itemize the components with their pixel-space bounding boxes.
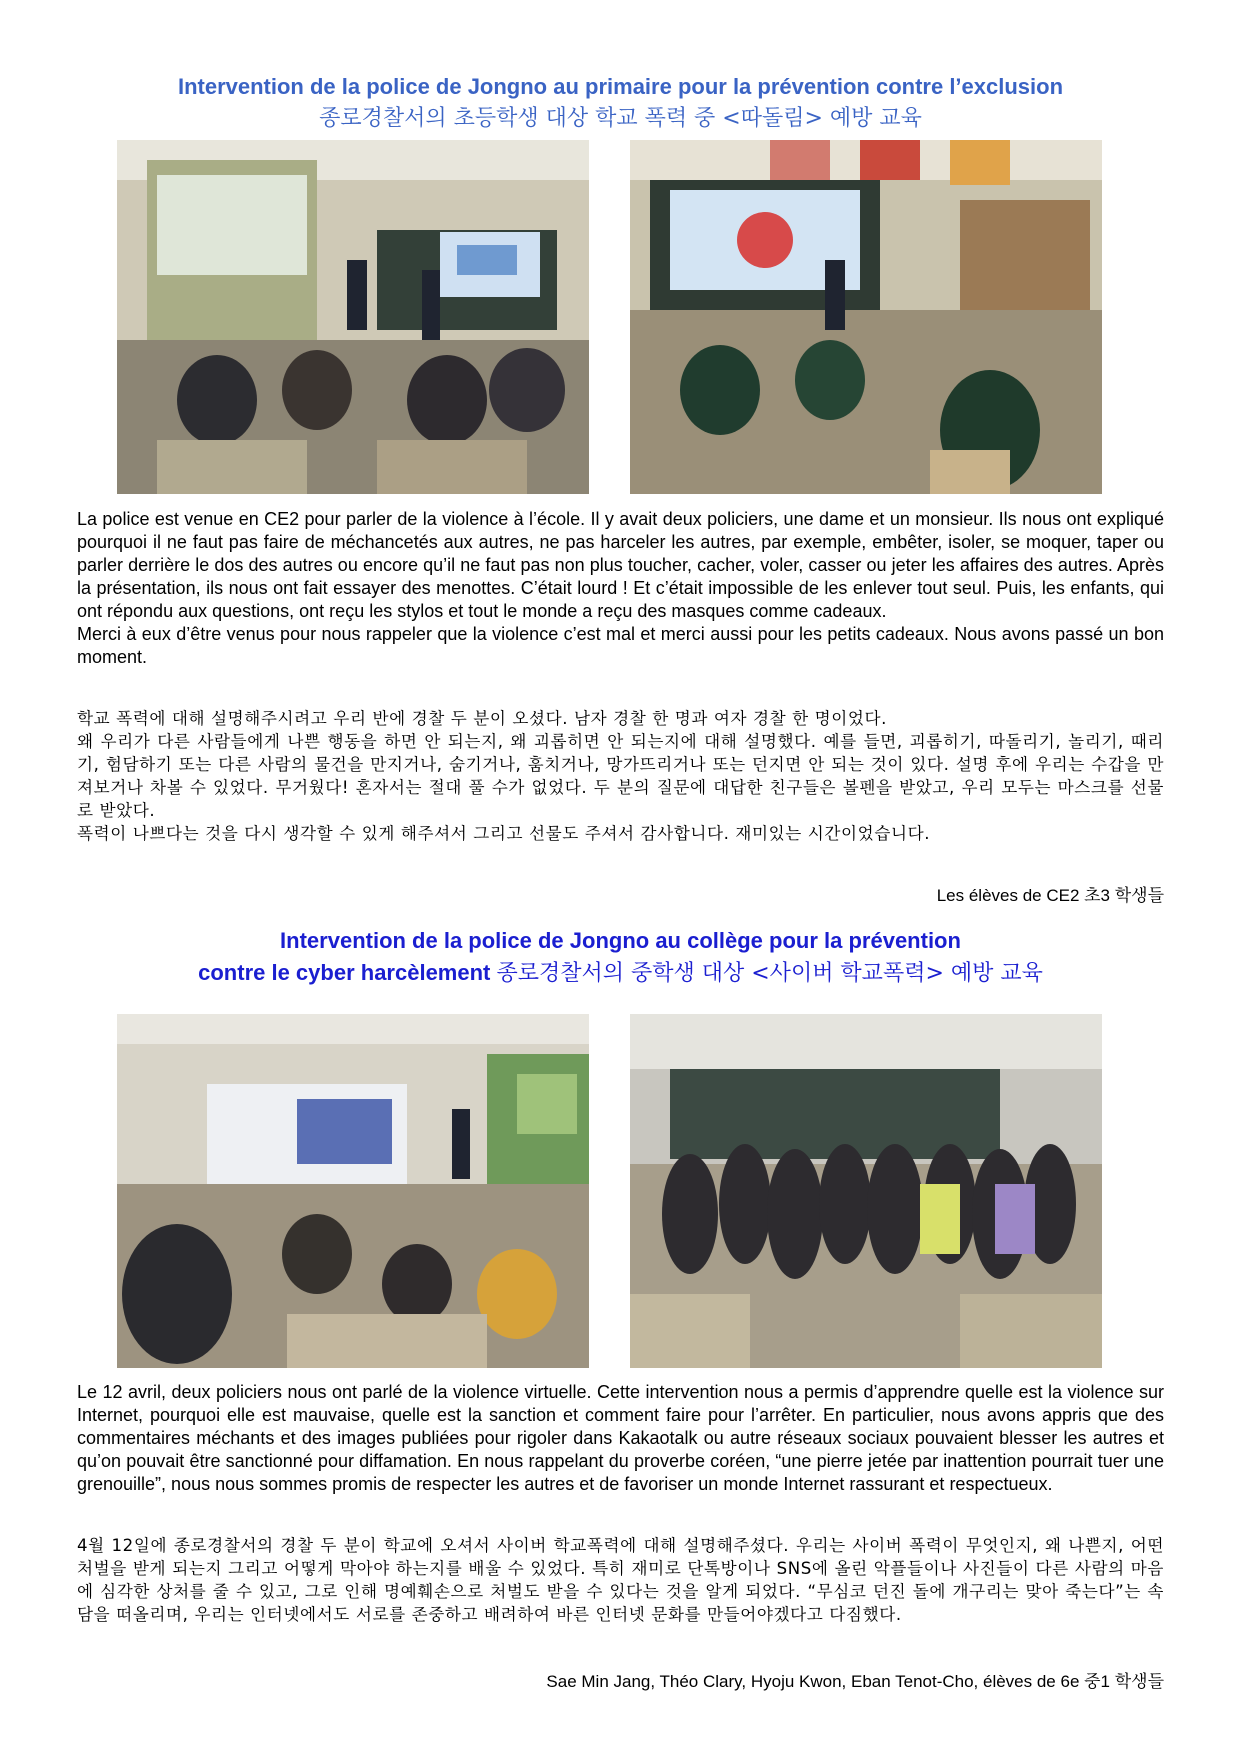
section1-fr-paragraph-1: La police est venue en CE2 pour parler de la violence à l’école. Il y avait deux policiers, une dame et un monsieur. Ils nous ont expliqué pourquoi il ne faut pas faire de méchancetés aux autres, ne pas harceler les autres, par exemple, embêter, isoler, se moquer, taper ou parler derrière le dos des autres ou encore qu’il ne faut pas non plus toucher, cacher, voler, casser ou jeter les affaires des autres. Après la présentation, ils nous ont fait essayer des menottes. C’était lourd ! Et c’était impossible de les enlever tout seul. Puis, les enfants, qui ont répondu aux questions, ont reçu les stylos et tout le monde a reçu des masques comme cadeaux. xyxy=(77,509,1164,621)
section2-signature: Sae Min Jang, Théo Clary, Hyoju Kwon, Eban Tenot-Cho, élèves de 6e 중1 학생들 xyxy=(546,1672,1164,1691)
section1-title-ko: 종로경찰서의 초등학생 대상 학교 폭력 중 <따돌림> 예방 교육 xyxy=(319,106,922,131)
section1-text-ko xyxy=(77,707,1164,845)
photo-primary-classroom-right xyxy=(630,140,1102,494)
photo-middle-school-classroom xyxy=(117,1014,589,1368)
section1-ko-paragraph-1: 학교 폭력에 대해 설명해주시려고 우리 반에 경찰 두 분이 오셨다. 남자 경찰 한 명과 여자 경찰 한 명이었다. xyxy=(77,709,888,728)
section1-signature: Les élèves de CE2 초3 학생들 xyxy=(936,886,1164,905)
photo-middle-school-group xyxy=(630,1014,1102,1368)
section1-text-fr xyxy=(77,508,1164,669)
section2-title-ko: 종로경찰서의 중학생 대상 <사이버 학교폭력> 예방 교육 xyxy=(496,961,1043,986)
section1-title-fr: Intervention de la police de Jongno au primaire pour la prévention contre l’exclusion xyxy=(177,74,1064,99)
section2-text-fr xyxy=(77,1381,1164,1496)
section2-title xyxy=(0,925,1241,990)
section1-fr-paragraph-2: Merci à eux d’être venus pour nous rappeler que la violence c’est mal et merci aussi pour les petits cadeaux. Nous avons passé un bon moment. xyxy=(77,624,1164,667)
section2-fr-paragraph-1: Le 12 avril, deux policiers nous ont parlé de la violence virtuelle. Cette intervention nous a permis d’apprendre quelle est la violence sur Internet, pourquoi elle est mauvaise, quelle est la sanction et comment faire pour l’arrêter. En particulier, nous avons appris que des commentaires méchants et des images publiées pour rigoler dans Kakaotalk ou autre réseaux sociaux pouvaient blesser les autres et qu’on pouvait être sanctionné pour diffamation. En nous rappelant du proverbe coréen, “une pierre jetée par inattention pourrait tuer une grenouille”, nous nous sommes promis de respecter les autres et de favoriser un monde Internet rassurant et respectueux. xyxy=(77,1382,1164,1494)
section1-title xyxy=(0,71,1241,135)
section2-text-ko xyxy=(77,1534,1164,1626)
section1-ko-paragraph-3: 폭력이 나쁘다는 것을 다시 생각할 수 있게 해주셔서 그리고 선물도 주셔서 감사합니다. 재미있는 시간이었습니다. xyxy=(77,824,931,843)
section1-ko-paragraph-2: 왜 우리가 다른 사람들에게 나쁜 행동을 하면 안 되는지, 왜 괴롭히면 안 되는지에 대해 설명했다. 예를 들면, 괴롭히기, 따돌리기, 놀리기, 때리기, 험담하기 또는 다른 사람의 물건을 만지거나, 숨기거나, 훔치거나, 망가뜨리거나 또는 던지면 안 되는 것이 있다. 설명 후에 우리는 수갑을 만져보거나 차볼 수 있었다. 무거웠다! 혼자서는 절대 풀 수가 없었다. 두 분의 질문에 대답한 친구들은 볼펜을 받았고, 우리 모두는 마스크를 선물로 받았다. xyxy=(77,732,1164,820)
section2-title-fr-line1: Intervention de la police de Jongno au collège pour la prévention xyxy=(280,928,961,953)
photo-primary-classroom-left xyxy=(117,140,589,494)
section2-ko-paragraph-1: 4월 12일에 종로경찰서의 경찰 두 분이 학교에 오셔서 사이버 학교폭력에 대해 설명해주셨다. 우리는 사이버 폭력이 무엇인지, 왜 나쁜지, 어떤 처벌을 받게 되는지 그리고 어떻게 막아야 하는지를 배울 수 있었다. 특히 재미로 단톡방이나 SNS에 올린 악플들이나 사진들이 다른 사람의 마음에 심각한 상처를 줄 수 있고, 그로 인해 명예훼손으로 처벌도 받을 수 있다는 것을 알게 되었다. “무심코 던진 돌에 개구리는 맞아 죽는다”는 속담을 떠올리며, 우리는 인터넷에서도 서로를 존중하고 배려하여 바른 인터넷 문화를 만들어야겠다고 다짐했다. xyxy=(77,1536,1164,1624)
section2-title-fr-line2: contre le cyber harcèlement xyxy=(198,960,491,985)
